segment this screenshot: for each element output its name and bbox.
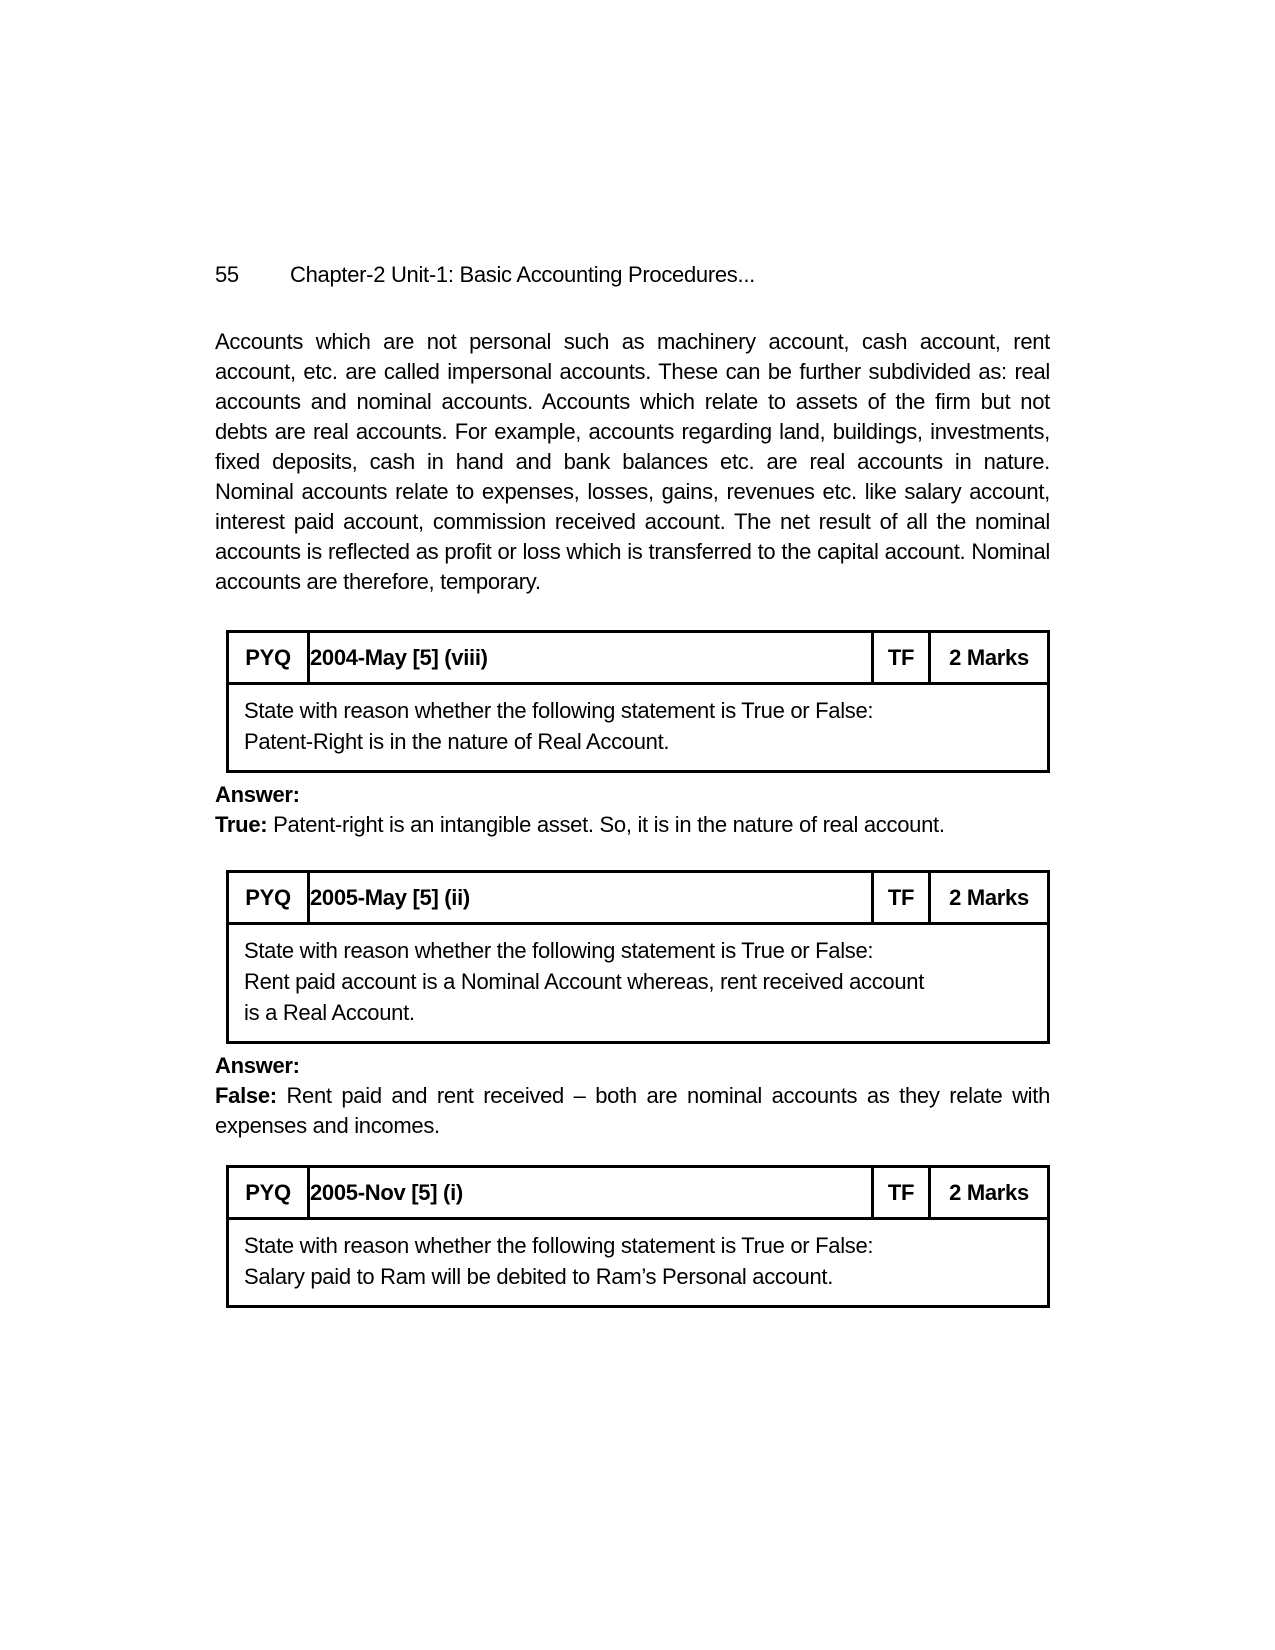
question-line: Rent paid account is a Nominal Account whereas, rent received account bbox=[244, 969, 925, 994]
answer-block-1 bbox=[215, 780, 1050, 840]
intro-paragraph: Accounts which are not personal such as machinery account, cash account, rent account, etc. are called impersonal accounts. These can be further subdivided as: real accounts and nominal accounts. Accounts which relate to assets of the firm but not debts are real accounts. For example, accounts regarding land, buildings, investments, fixed deposits, cash in hand and bank balances etc. are real accounts in nature. Nominal accounts relate to expenses, losses, gains, revenues etc. like salary account, interest paid account, commission received account. The net result of all the nominal accounts is reflected as profit or loss which is transferred to the capital account. Nominal accounts are therefore, temporary. bbox=[215, 329, 1050, 594]
question-ref: 2004-May [5] (viii) bbox=[309, 632, 873, 684]
pyq-tag: PYQ bbox=[228, 1167, 309, 1219]
question-line: Salary paid to Ram will be debited to Ram’s Personal account. bbox=[244, 1264, 834, 1289]
page-number: 55 bbox=[215, 262, 239, 287]
question-line: State with reason whether the following statement is True or False: bbox=[244, 938, 874, 963]
tf-badge: TF bbox=[873, 1167, 930, 1219]
question-line: is a Real Account. bbox=[244, 1000, 415, 1025]
tf-badge: TF bbox=[873, 872, 930, 924]
answer-reason: Patent-right is an intangible asset. So, it is in the nature of real account. bbox=[273, 812, 945, 837]
pyq-tag: PYQ bbox=[228, 872, 309, 924]
page-content bbox=[215, 260, 1050, 1308]
question-body-row bbox=[228, 1219, 1049, 1307]
pyq-header-row bbox=[228, 632, 1049, 684]
chapter-title: Chapter-2 Unit-1: Basic Accounting Procedures... bbox=[290, 262, 755, 287]
answer-label: Answer: bbox=[215, 782, 300, 807]
question-body-row bbox=[228, 684, 1049, 772]
marks-label: 2 Marks bbox=[930, 1167, 1049, 1219]
pyq-table-3 bbox=[226, 1165, 1050, 1308]
pyq-table-1 bbox=[226, 630, 1050, 773]
question-line: State with reason whether the following statement is True or False: bbox=[244, 1233, 874, 1258]
answer-label: Answer: bbox=[215, 1053, 300, 1078]
answer-text bbox=[215, 1081, 1050, 1141]
question-ref: 2005-Nov [5] (i) bbox=[309, 1167, 873, 1219]
question-text bbox=[228, 924, 1049, 1043]
question-line: State with reason whether the following statement is True or False: bbox=[244, 698, 874, 723]
page-header bbox=[215, 260, 1050, 290]
pyq-table-2 bbox=[226, 870, 1050, 1044]
question-ref: 2005-May [5] (ii) bbox=[309, 872, 873, 924]
pyq-header-row bbox=[228, 1167, 1049, 1219]
question-text bbox=[228, 1219, 1049, 1307]
pyq-header-row bbox=[228, 872, 1049, 924]
answer-reason: Rent paid and rent received – both are nominal accounts as they relate with expenses and incomes. bbox=[215, 1083, 1051, 1138]
marks-label: 2 Marks bbox=[930, 632, 1049, 684]
answer-block-2 bbox=[215, 1051, 1050, 1141]
answer-text bbox=[215, 810, 1050, 840]
pyq-tag: PYQ bbox=[228, 632, 309, 684]
question-line: Patent-Right is in the nature of Real Account. bbox=[244, 729, 670, 754]
marks-label: 2 Marks bbox=[930, 872, 1049, 924]
answer-verdict: True: bbox=[215, 812, 268, 837]
answer-verdict: False: bbox=[215, 1083, 277, 1108]
tf-badge: TF bbox=[873, 632, 930, 684]
question-text bbox=[228, 684, 1049, 772]
question-body-row bbox=[228, 924, 1049, 1043]
